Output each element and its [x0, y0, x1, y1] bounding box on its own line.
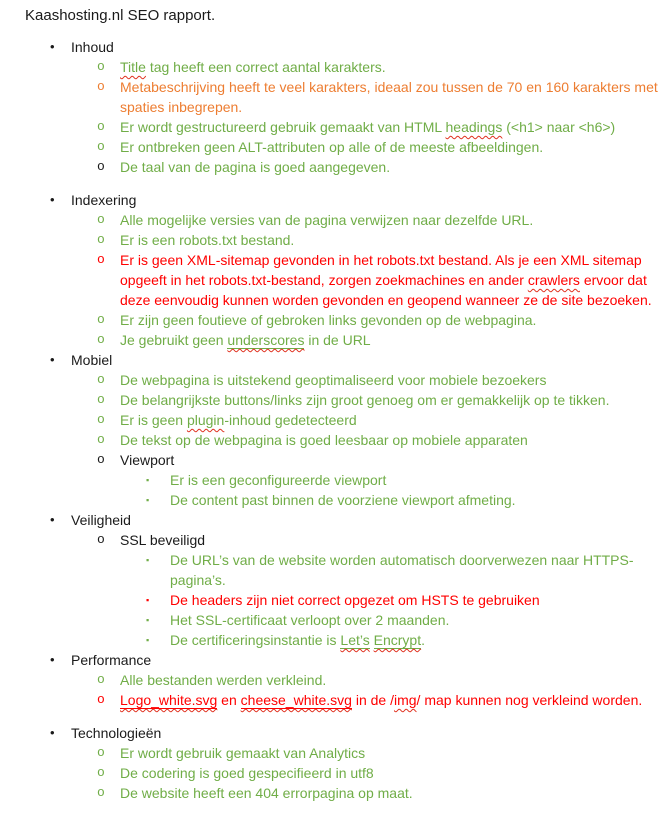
list-item — [97, 117, 669, 137]
text-segment: Er is geen — [120, 412, 187, 428]
list-item — [146, 630, 669, 650]
list-item-text — [120, 530, 205, 550]
list-item-text — [170, 630, 425, 650]
section-header-row — [50, 190, 669, 210]
bullet-square-icon: ▪ — [146, 555, 150, 565]
list-item-text — [170, 490, 516, 510]
list-item — [97, 370, 669, 390]
section-mobiel — [25, 350, 669, 510]
list-item-text — [170, 610, 449, 630]
text-segment: (<h1> naar <h6>) — [502, 119, 616, 135]
text-segment: De certificeringsinstantie is — [170, 632, 341, 648]
list-item — [97, 210, 669, 230]
list-item-text — [120, 137, 543, 157]
bullet-square-icon: ▪ — [146, 475, 150, 485]
text-segment: De belangrijkste buttons/links zijn groot genoeg om er gemakkelijk op te tikken. — [120, 392, 610, 408]
list-item — [146, 470, 669, 490]
section-header-row — [50, 650, 669, 670]
bullet-disc-icon: • — [50, 192, 55, 207]
text-segment: Er is een robots.txt bestand. — [120, 232, 295, 248]
list-item — [97, 330, 669, 350]
list-item — [97, 157, 669, 177]
text-segment: De content past binnen de voorziene viewport afmeting. — [170, 492, 516, 508]
list-item-text — [170, 590, 540, 610]
bullet-disc-icon: • — [50, 39, 55, 54]
text-segment: Er wordt gebruik gemaakt van Analytics — [120, 745, 366, 761]
bullet-circle-icon: o — [97, 59, 105, 74]
list-item — [146, 610, 669, 630]
text-segment: -inhoud gedetecteerd — [224, 412, 357, 428]
list-item-text — [120, 77, 660, 117]
text-segment: De URL’s van de website worden automatisch doorverwezen naar HTTPS-pagina’s. — [170, 552, 634, 588]
text-segment: ervoor dat deze eenvoudig kunnen worden gevonden en geopend wanneer ze de site bezoeken. — [120, 272, 652, 308]
list-item-text — [170, 550, 648, 590]
spellcheck-flagged-word: Logo_white.svg — [120, 692, 218, 708]
bullet-circle-icon: o — [97, 372, 105, 387]
list-item — [97, 783, 669, 803]
section-header-row — [50, 37, 669, 57]
text-segment: Er wordt gestructureerd gebruik gemaakt van HTML — [120, 119, 446, 135]
spellcheck-flagged-word: Let’s — [340, 632, 370, 648]
list-item — [97, 77, 669, 117]
list-item — [97, 230, 669, 250]
list-item — [97, 763, 669, 783]
bullet-circle-icon: o — [97, 139, 105, 154]
bullet-circle-icon: o — [97, 452, 105, 467]
seo-report-list — [25, 37, 669, 803]
list-item — [97, 690, 669, 710]
bullet-disc-icon: • — [50, 725, 55, 740]
text-segment: De taal van de pagina is goed aangegeven. — [120, 159, 391, 175]
bullet-circle-icon: o — [97, 672, 105, 687]
bullet-square-icon: ▪ — [146, 595, 150, 605]
list-item-text — [120, 210, 533, 230]
list-item — [97, 450, 669, 470]
bullet-disc-icon: • — [50, 352, 55, 367]
bullet-circle-icon: o — [97, 745, 105, 760]
text-segment: in de URL — [304, 332, 371, 348]
section-label: Indexering — [71, 192, 137, 208]
text-segment: Je gebruikt geen — [120, 332, 228, 348]
list-item — [97, 390, 669, 410]
spellcheck-flagged-word: Encrypt — [373, 632, 422, 648]
list-item — [146, 590, 669, 610]
section-header-row — [50, 723, 669, 743]
section-label: Inhoud — [71, 39, 114, 55]
text-segment: Het SSL-certificaat verloopt over 2 maanden. — [170, 612, 450, 628]
bullet-circle-icon: o — [97, 232, 105, 247]
bullet-square-icon: ▪ — [146, 635, 150, 645]
list-item-text — [120, 450, 174, 470]
list-item — [97, 430, 669, 450]
section-technologie-n — [25, 723, 669, 803]
text-segment: De website heeft een 404 errorpagina op maat. — [120, 785, 413, 801]
list-item — [97, 743, 669, 763]
list-item-text — [120, 743, 365, 763]
bullet-circle-icon: o — [97, 312, 105, 327]
text-segment: Er is geen XML-sitemap gevonden in het robots.txt bestand. Als je een XML sitemap opgeeft in het robots.txt-bestand, zorgen zoekmachines en ander — [120, 252, 642, 288]
list-item — [97, 57, 669, 77]
bullet-circle-icon: o — [97, 79, 105, 94]
list-item-text — [120, 410, 357, 430]
bullet-disc-icon: • — [50, 512, 55, 527]
list-item — [97, 250, 669, 310]
spellcheck-flagged-word: Title — [120, 59, 146, 75]
section-label: Technologieën — [71, 725, 162, 741]
list-item — [97, 670, 669, 690]
list-item — [97, 310, 669, 330]
text-segment: Alle bestanden werden verkleind. — [120, 672, 327, 688]
bullet-circle-icon: o — [97, 432, 105, 447]
bullet-circle-icon: o — [97, 765, 105, 780]
list-item — [97, 530, 669, 550]
list-item-text — [120, 330, 371, 350]
text-segment: en — [217, 692, 241, 708]
list-item-text — [120, 310, 536, 330]
text-segment: De headers zijn niet correct opgezet om HSTS te gebruiken — [170, 592, 540, 608]
section-label: Mobiel — [71, 352, 113, 368]
spellcheck-flagged-word: underscores — [227, 332, 305, 348]
section-label: Veiligheid — [71, 512, 131, 528]
bullet-circle-icon: o — [97, 412, 105, 427]
bullet-circle-icon: o — [97, 119, 105, 134]
text-segment: . — [421, 632, 425, 648]
section-performance — [25, 650, 669, 710]
bullet-circle-icon: o — [97, 252, 105, 267]
bullet-circle-icon: o — [97, 159, 105, 174]
section-inhoud — [25, 37, 669, 177]
spellcheck-flagged-word: img — [393, 692, 417, 708]
bullet-circle-icon: o — [97, 785, 105, 800]
bullet-square-icon: ▪ — [146, 495, 150, 505]
text-segment: De tekst op de webpagina is goed leesbaar op mobiele apparaten — [120, 432, 528, 448]
text-segment: Er zijn geen foutieve of gebroken links gevonden op de webpagina. — [120, 312, 537, 328]
list-item-text — [120, 370, 546, 390]
list-item-text — [120, 230, 294, 250]
list-item-text — [120, 763, 374, 783]
section-veiligheid — [25, 510, 669, 650]
bullet-square-icon: ▪ — [146, 615, 150, 625]
spellcheck-flagged-word: headings — [445, 119, 503, 135]
list-item-text — [120, 690, 642, 710]
text-segment: Viewport — [120, 452, 175, 468]
list-item — [146, 490, 669, 510]
section-label: Performance — [71, 652, 152, 668]
list-item-text — [120, 157, 390, 177]
list-item-text — [120, 430, 528, 450]
text-segment: SSL beveiligd — [120, 532, 206, 548]
text-segment: Alle mogelijke versies van de pagina verwijzen naar dezelfde URL. — [120, 212, 534, 228]
list-item — [97, 410, 669, 430]
text-segment: Er is een geconfigureerde viewport — [170, 472, 387, 488]
bullet-circle-icon: o — [97, 392, 105, 407]
spellcheck-flagged-word: plugin — [186, 412, 225, 428]
list-item — [97, 137, 669, 157]
list-item-text — [120, 390, 609, 410]
section-indexering — [25, 190, 669, 350]
list-item-text — [120, 783, 413, 803]
bullet-circle-icon: o — [97, 212, 105, 227]
text-segment: Er ontbreken geen ALT-attributen op alle of de meeste afbeeldingen. — [120, 139, 544, 155]
text-segment: tag heeft een correct aantal karakters. — [145, 59, 386, 75]
section-header-row — [50, 350, 669, 370]
bullet-circle-icon: o — [97, 332, 105, 347]
bullet-disc-icon: • — [50, 652, 55, 667]
text-segment: De webpagina is uitstekend geoptimaliseerd voor mobiele bezoekers — [120, 372, 547, 388]
bullet-circle-icon: o — [97, 692, 105, 707]
spellcheck-flagged-word: cheese_white.svg — [240, 692, 352, 708]
list-item-text — [120, 250, 660, 310]
list-item-text — [120, 670, 326, 690]
text-segment: Metabeschrijving heeft te veel karakters, ideaal zou tussen de 70 en 160 karakters met spaties inbegrepen. — [120, 79, 658, 115]
text-segment: / map kunnen nog verkleind worden. — [416, 692, 643, 708]
bullet-circle-icon: o — [97, 532, 105, 547]
document-title: Kaashosting.nl SEO rapport. — [25, 7, 216, 24]
section-header-row — [50, 510, 669, 530]
list-item-text — [170, 470, 386, 490]
list-item-text — [120, 117, 615, 137]
list-item-text — [120, 57, 386, 77]
text-segment: De codering is goed gespecifieerd in utf8 — [120, 765, 374, 781]
list-item — [146, 550, 669, 590]
spellcheck-flagged-word: crawlers — [527, 272, 580, 288]
text-segment: in de / — [351, 692, 394, 708]
